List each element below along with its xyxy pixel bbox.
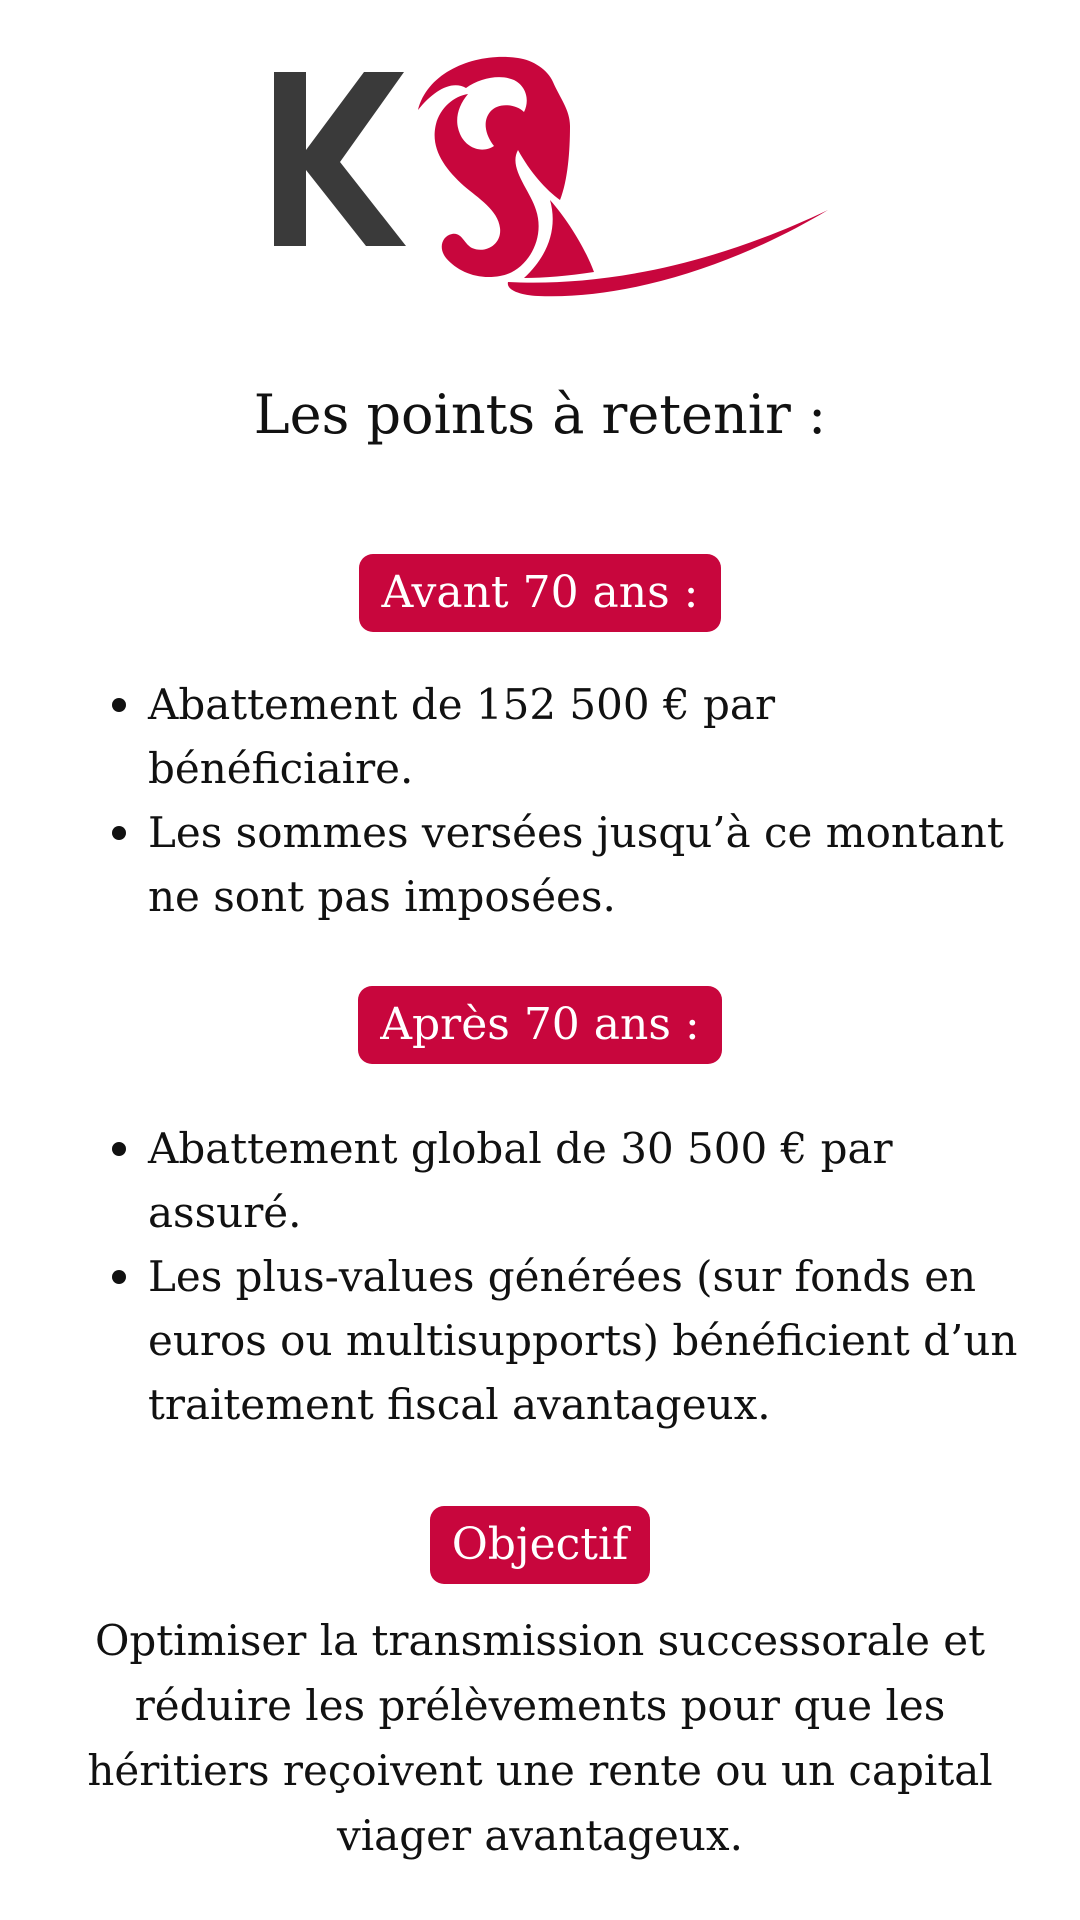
seahorse-s-icon [418,57,828,296]
list-item-text: Abattement global de 30 500 € par assuré. [148,1124,893,1237]
after70-badge: Après 70 ans : [358,986,722,1064]
objective-badge-row [0,1506,1080,1584]
bullet-icon [112,698,126,712]
before70-list [110,673,1030,929]
objective-badge: Objectif [430,1506,651,1584]
objective-text: Optimiser la transmission successorale et réduire les prélèvements pour que les héritiers reçoivent une rente ou un capital viager avantageux. [87,1616,993,1860]
bullet-icon [112,1270,126,1284]
list-item [110,1117,1030,1245]
after70-badge-row [0,986,1080,1064]
bullet-icon [112,826,126,840]
before70-badge-row [0,554,1080,632]
bullet-icon [112,1142,126,1156]
ks-logo [268,50,848,310]
page-title: Les points à retenir : [253,383,827,446]
after70-list [110,1117,1030,1437]
before70-badge: Avant 70 ans : [359,554,720,632]
list-item-text: Les plus-values générées (sur fonds en euros ou multisupports) bénéficient d’un traitement fiscal avantageux. [148,1252,1018,1429]
list-item-text: Les sommes versées jusqu’à ce montant ne sont pas imposées. [148,808,1004,921]
list-item-text: Abattement de 152 500 € par bénéficiaire. [148,680,776,793]
list-item [110,1245,1030,1437]
list-item [110,801,1030,929]
logo-k-letter [274,72,406,246]
list-item [110,673,1030,801]
